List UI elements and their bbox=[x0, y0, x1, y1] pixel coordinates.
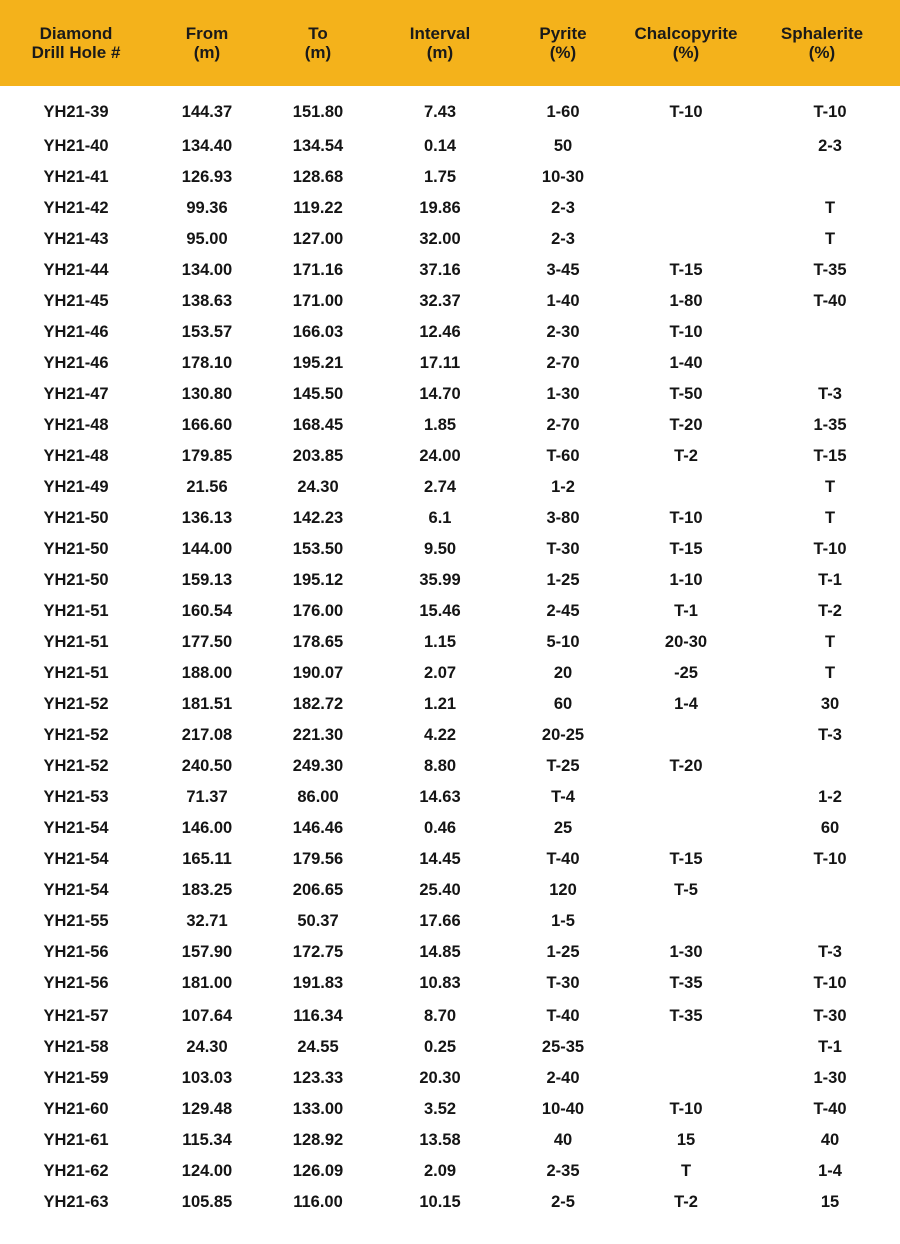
cell-from: 32.71 bbox=[186, 912, 228, 930]
cell-drill-hole: YH21-51 bbox=[43, 664, 109, 682]
table-row bbox=[0, 627, 900, 657]
table-row bbox=[0, 193, 900, 223]
header-to bbox=[305, 0, 331, 86]
cell-sphalerite: 1-35 bbox=[813, 416, 847, 434]
cell-drill-hole: YH21-50 bbox=[43, 540, 109, 558]
cell-chalcopyrite: T-50 bbox=[669, 385, 703, 403]
header-interval bbox=[410, 0, 470, 86]
header-pyrite-line2: (%) bbox=[549, 43, 577, 62]
cell-sphalerite: T-10 bbox=[813, 850, 847, 868]
cell-pyrite: T-40 bbox=[546, 850, 580, 868]
cell-sphalerite: T bbox=[824, 664, 836, 682]
header-pyrite-line1: Pyrite bbox=[539, 24, 587, 43]
cell-to: 172.75 bbox=[292, 943, 344, 961]
cell-interval: 1.15 bbox=[423, 633, 457, 651]
cell-to: 171.16 bbox=[292, 261, 344, 279]
cell-drill-hole: YH21-48 bbox=[43, 416, 109, 434]
table-row bbox=[0, 1187, 900, 1217]
cell-sphalerite: T-35 bbox=[813, 261, 847, 279]
cell-pyrite: 120 bbox=[549, 881, 577, 899]
header-from-line1: From bbox=[185, 24, 229, 43]
cell-to: 195.21 bbox=[292, 354, 344, 372]
cell-sphalerite: T-1 bbox=[818, 571, 842, 589]
table-row bbox=[0, 534, 900, 564]
cell-chalcopyrite: 1-30 bbox=[669, 943, 703, 961]
cell-chalcopyrite: T-15 bbox=[669, 261, 703, 279]
cell-from: 146.00 bbox=[181, 819, 233, 837]
cell-from: 107.64 bbox=[181, 1007, 233, 1025]
cell-sphalerite: T-30 bbox=[813, 1007, 847, 1025]
cell-chalcopyrite: T-10 bbox=[669, 323, 703, 341]
cell-chalcopyrite: T-10 bbox=[669, 509, 703, 527]
cell-drill-hole: YH21-46 bbox=[43, 323, 109, 341]
cell-pyrite: 3-80 bbox=[546, 509, 580, 527]
cell-to: 206.65 bbox=[292, 881, 344, 899]
cell-pyrite: 2-5 bbox=[551, 1193, 575, 1211]
cell-pyrite: 10-40 bbox=[541, 1100, 585, 1118]
cell-pyrite: 2-70 bbox=[546, 354, 580, 372]
cell-to: 126.09 bbox=[292, 1162, 344, 1180]
cell-sphalerite: T-40 bbox=[813, 1100, 847, 1118]
cell-from: 177.50 bbox=[181, 633, 233, 651]
cell-pyrite: 20-25 bbox=[541, 726, 585, 744]
cell-to: 133.00 bbox=[292, 1100, 344, 1118]
cell-drill-hole: YH21-63 bbox=[43, 1193, 109, 1211]
cell-sphalerite: 1-30 bbox=[813, 1069, 847, 1087]
cell-from: 134.00 bbox=[181, 261, 233, 279]
table-row bbox=[0, 596, 900, 626]
cell-from: 188.00 bbox=[181, 664, 233, 682]
cell-from: 99.36 bbox=[186, 199, 228, 217]
cell-drill-hole: YH21-52 bbox=[43, 757, 109, 775]
table-row bbox=[0, 751, 900, 781]
cell-to: 195.12 bbox=[292, 571, 344, 589]
cell-sphalerite: T bbox=[824, 509, 836, 527]
cell-sphalerite: T-15 bbox=[813, 447, 847, 465]
cell-drill-hole: YH21-58 bbox=[43, 1038, 109, 1056]
table-row bbox=[0, 937, 900, 967]
cell-chalcopyrite: T-15 bbox=[669, 540, 703, 558]
table-row bbox=[0, 348, 900, 378]
cell-from: 181.51 bbox=[181, 695, 233, 713]
cell-from: 183.25 bbox=[181, 881, 233, 899]
table-row bbox=[0, 689, 900, 719]
cell-from: 126.93 bbox=[181, 168, 233, 186]
cell-drill-hole: YH21-40 bbox=[43, 137, 109, 155]
cell-pyrite: T-40 bbox=[546, 1007, 580, 1025]
cell-to: 50.37 bbox=[297, 912, 339, 930]
cell-to: 191.83 bbox=[292, 974, 344, 992]
cell-chalcopyrite: 1-10 bbox=[669, 571, 703, 589]
cell-from: 144.00 bbox=[181, 540, 233, 558]
cell-from: 71.37 bbox=[186, 788, 228, 806]
cell-pyrite: T-30 bbox=[546, 540, 580, 558]
cell-chalcopyrite: T-35 bbox=[669, 1007, 703, 1025]
cell-drill-hole: YH21-52 bbox=[43, 726, 109, 744]
cell-to: 145.50 bbox=[292, 385, 344, 403]
cell-interval: 15.46 bbox=[419, 602, 461, 620]
cell-sphalerite: 1-2 bbox=[818, 788, 842, 806]
cell-drill-hole: YH21-50 bbox=[43, 509, 109, 527]
cell-interval: 32.37 bbox=[419, 292, 461, 310]
cell-pyrite: 20 bbox=[553, 664, 573, 682]
cell-drill-hole: YH21-49 bbox=[43, 478, 109, 496]
cell-sphalerite: T-3 bbox=[818, 726, 842, 744]
cell-interval: 14.45 bbox=[419, 850, 461, 868]
cell-interval: 1.85 bbox=[423, 416, 457, 434]
cell-to: 171.00 bbox=[292, 292, 344, 310]
header-pyrite bbox=[539, 0, 586, 86]
cell-drill-hole: YH21-59 bbox=[43, 1069, 109, 1087]
table-row bbox=[0, 658, 900, 688]
cell-sphalerite: T-1 bbox=[818, 1038, 842, 1056]
cell-drill-hole: YH21-51 bbox=[43, 633, 109, 651]
header-chalcopyrite-line1: Chalcopyrite bbox=[634, 24, 738, 43]
cell-sphalerite: T-10 bbox=[813, 540, 847, 558]
cell-interval: 8.80 bbox=[423, 757, 457, 775]
header-chalcopyrite-line2: (%) bbox=[672, 43, 700, 62]
cell-chalcopyrite: T-20 bbox=[669, 757, 703, 775]
cell-sphalerite: T bbox=[824, 633, 836, 651]
cell-from: 138.63 bbox=[181, 292, 233, 310]
cell-from: 136.13 bbox=[181, 509, 233, 527]
cell-drill-hole: YH21-47 bbox=[43, 385, 109, 403]
table-row bbox=[0, 968, 900, 998]
cell-pyrite: 10-30 bbox=[541, 168, 585, 186]
cell-drill-hole: YH21-62 bbox=[43, 1162, 109, 1180]
table-row bbox=[0, 255, 900, 285]
cell-to: 176.00 bbox=[292, 602, 344, 620]
cell-to: 179.56 bbox=[292, 850, 344, 868]
cell-to: 166.03 bbox=[292, 323, 344, 341]
cell-sphalerite: 60 bbox=[820, 819, 840, 837]
cell-pyrite: 25 bbox=[553, 819, 573, 837]
cell-from: 124.00 bbox=[181, 1162, 233, 1180]
cell-drill-hole: YH21-56 bbox=[43, 943, 109, 961]
cell-sphalerite: T bbox=[824, 230, 836, 248]
table-row bbox=[0, 906, 900, 936]
table-row bbox=[0, 131, 900, 161]
cell-from: 157.90 bbox=[181, 943, 233, 961]
cell-pyrite: 1-5 bbox=[551, 912, 575, 930]
cell-to: 24.30 bbox=[297, 478, 339, 496]
cell-interval: 2.74 bbox=[423, 478, 457, 496]
cell-drill-hole: YH21-54 bbox=[43, 819, 109, 837]
table-row bbox=[0, 317, 900, 347]
cell-to: 86.00 bbox=[297, 788, 339, 806]
cell-interval: 1.21 bbox=[423, 695, 457, 713]
cell-from: 153.57 bbox=[181, 323, 233, 341]
cell-interval: 6.1 bbox=[428, 509, 452, 527]
cell-sphalerite: 2-3 bbox=[818, 137, 842, 155]
cell-pyrite: 3-45 bbox=[546, 261, 580, 279]
cell-interval: 14.85 bbox=[419, 943, 461, 961]
cell-chalcopyrite: T bbox=[680, 1162, 692, 1180]
cell-drill-hole: YH21-51 bbox=[43, 602, 109, 620]
table-row bbox=[0, 844, 900, 874]
cell-interval: 37.16 bbox=[419, 261, 461, 279]
header-to-line1: To bbox=[308, 24, 328, 43]
cell-pyrite: 1-30 bbox=[546, 385, 580, 403]
cell-interval: 20.30 bbox=[419, 1069, 461, 1087]
cell-to: 249.30 bbox=[292, 757, 344, 775]
cell-from: 103.03 bbox=[181, 1069, 233, 1087]
cell-interval: 1.75 bbox=[423, 168, 457, 186]
cell-from: 144.37 bbox=[181, 103, 233, 121]
cell-to: 123.33 bbox=[292, 1069, 344, 1087]
cell-drill-hole: YH21-53 bbox=[43, 788, 109, 806]
cell-pyrite: 50 bbox=[553, 137, 573, 155]
cell-drill-hole: YH21-43 bbox=[43, 230, 109, 248]
table-row bbox=[0, 1094, 900, 1124]
cell-drill-hole: YH21-56 bbox=[43, 974, 109, 992]
cell-pyrite: 25-35 bbox=[541, 1038, 585, 1056]
cell-interval: 10.15 bbox=[419, 1193, 461, 1211]
header-drill-hole bbox=[32, 0, 121, 86]
cell-pyrite: 2-35 bbox=[546, 1162, 580, 1180]
cell-pyrite: 2-40 bbox=[546, 1069, 580, 1087]
cell-to: 128.68 bbox=[292, 168, 344, 186]
table-row bbox=[0, 720, 900, 750]
cell-drill-hole: YH21-46 bbox=[43, 354, 109, 372]
cell-pyrite: T-60 bbox=[546, 447, 580, 465]
cell-chalcopyrite: T-2 bbox=[674, 447, 698, 465]
cell-pyrite: 5-10 bbox=[546, 633, 580, 651]
cell-sphalerite: 1-4 bbox=[818, 1162, 842, 1180]
cell-chalcopyrite: T-10 bbox=[669, 1100, 703, 1118]
cell-chalcopyrite: T-5 bbox=[674, 881, 698, 899]
cell-to: 134.54 bbox=[292, 137, 344, 155]
cell-from: 217.08 bbox=[181, 726, 233, 744]
cell-drill-hole: YH21-48 bbox=[43, 447, 109, 465]
cell-from: 105.85 bbox=[181, 1193, 233, 1211]
table-row bbox=[0, 441, 900, 471]
cell-from: 240.50 bbox=[181, 757, 233, 775]
cell-interval: 17.66 bbox=[419, 912, 461, 930]
cell-chalcopyrite: T-1 bbox=[674, 602, 698, 620]
cell-drill-hole: YH21-57 bbox=[43, 1007, 109, 1025]
cell-sphalerite: 15 bbox=[820, 1193, 840, 1211]
cell-to: 116.34 bbox=[293, 1007, 343, 1025]
cell-interval: 2.09 bbox=[423, 1162, 457, 1180]
header-sphalerite bbox=[781, 0, 863, 86]
cell-to: 146.46 bbox=[292, 819, 344, 837]
cell-drill-hole: YH21-61 bbox=[43, 1131, 109, 1149]
cell-from: 95.00 bbox=[186, 230, 228, 248]
cell-sphalerite: T-3 bbox=[818, 385, 842, 403]
cell-chalcopyrite: 1-40 bbox=[669, 354, 703, 372]
cell-interval: 0.25 bbox=[423, 1038, 457, 1056]
cell-from: 166.60 bbox=[181, 416, 233, 434]
cell-pyrite: T-25 bbox=[546, 757, 580, 775]
cell-sphalerite: T-10 bbox=[813, 103, 847, 121]
cell-drill-hole: YH21-54 bbox=[43, 881, 109, 899]
cell-from: 21.56 bbox=[186, 478, 228, 496]
cell-interval: 13.58 bbox=[419, 1131, 461, 1149]
table-row bbox=[0, 503, 900, 533]
table-row bbox=[0, 97, 900, 127]
table-row bbox=[0, 1063, 900, 1093]
cell-to: 127.00 bbox=[292, 230, 344, 248]
cell-interval: 4.22 bbox=[423, 726, 457, 744]
header-interval-line2: (m) bbox=[426, 43, 454, 62]
table-row bbox=[0, 410, 900, 440]
cell-interval: 8.70 bbox=[423, 1007, 457, 1025]
header-drill-hole-line1: Diamond bbox=[39, 24, 113, 43]
cell-pyrite: T-4 bbox=[551, 788, 575, 806]
cell-to: 221.30 bbox=[292, 726, 344, 744]
cell-interval: 12.46 bbox=[419, 323, 461, 341]
cell-interval: 35.99 bbox=[419, 571, 461, 589]
cell-drill-hole: YH21-39 bbox=[43, 103, 109, 121]
cell-chalcopyrite: 1-80 bbox=[669, 292, 703, 310]
cell-pyrite: 1-2 bbox=[551, 478, 575, 496]
header-from-line2: (m) bbox=[193, 43, 221, 62]
cell-interval: 14.63 bbox=[419, 788, 461, 806]
cell-from: 24.30 bbox=[186, 1038, 228, 1056]
cell-interval: 9.50 bbox=[423, 540, 457, 558]
cell-to: 190.07 bbox=[292, 664, 344, 682]
cell-from: 165.11 bbox=[182, 850, 232, 868]
table-header bbox=[0, 0, 900, 86]
cell-sphalerite: 40 bbox=[820, 1131, 840, 1149]
cell-interval: 7.43 bbox=[423, 103, 457, 121]
table-row bbox=[0, 1001, 900, 1031]
header-from bbox=[186, 0, 229, 86]
table-row bbox=[0, 782, 900, 812]
cell-interval: 3.52 bbox=[423, 1100, 457, 1118]
cell-to: 142.23 bbox=[292, 509, 344, 527]
cell-chalcopyrite: T-15 bbox=[669, 850, 703, 868]
cell-from: 130.80 bbox=[181, 385, 233, 403]
cell-pyrite: T-30 bbox=[546, 974, 580, 992]
cell-pyrite: 2-3 bbox=[551, 199, 575, 217]
cell-chalcopyrite: 20-30 bbox=[664, 633, 708, 651]
cell-pyrite: 2-45 bbox=[546, 602, 580, 620]
cell-pyrite: 2-30 bbox=[546, 323, 580, 341]
cell-chalcopyrite: T-10 bbox=[669, 103, 703, 121]
cell-pyrite: 60 bbox=[553, 695, 573, 713]
cell-sphalerite: T bbox=[824, 478, 836, 496]
table-row bbox=[0, 565, 900, 595]
cell-to: 24.55 bbox=[297, 1038, 339, 1056]
cell-pyrite: 2-3 bbox=[551, 230, 575, 248]
cell-from: 181.00 bbox=[181, 974, 233, 992]
cell-drill-hole: YH21-60 bbox=[43, 1100, 109, 1118]
cell-chalcopyrite: 15 bbox=[676, 1131, 696, 1149]
cell-from: 179.85 bbox=[181, 447, 233, 465]
cell-drill-hole: YH21-42 bbox=[43, 199, 109, 217]
cell-sphalerite: 30 bbox=[820, 695, 840, 713]
cell-to: 178.65 bbox=[292, 633, 344, 651]
table-row bbox=[0, 1125, 900, 1155]
cell-from: 134.40 bbox=[181, 137, 233, 155]
cell-to: 168.45 bbox=[292, 416, 344, 434]
cell-from: 115.34 bbox=[182, 1131, 232, 1149]
cell-chalcopyrite: -25 bbox=[674, 664, 698, 682]
cell-chalcopyrite: T-35 bbox=[669, 974, 703, 992]
cell-from: 159.13 bbox=[181, 571, 233, 589]
table-row bbox=[0, 875, 900, 905]
cell-sphalerite: T-10 bbox=[813, 974, 847, 992]
cell-drill-hole: YH21-54 bbox=[43, 850, 109, 868]
cell-interval: 14.70 bbox=[419, 385, 461, 403]
cell-drill-hole: YH21-52 bbox=[43, 695, 109, 713]
cell-pyrite: 1-25 bbox=[546, 571, 580, 589]
table-row bbox=[0, 379, 900, 409]
header-interval-line1: Interval bbox=[409, 24, 471, 43]
cell-drill-hole: YH21-50 bbox=[43, 571, 109, 589]
cell-interval: 10.83 bbox=[419, 974, 461, 992]
cell-to: 153.50 bbox=[292, 540, 344, 558]
cell-interval: 0.46 bbox=[423, 819, 457, 837]
cell-interval: 0.14 bbox=[423, 137, 457, 155]
cell-sphalerite: T-3 bbox=[818, 943, 842, 961]
table-row bbox=[0, 472, 900, 502]
cell-drill-hole: YH21-44 bbox=[43, 261, 109, 279]
cell-sphalerite: T-2 bbox=[818, 602, 842, 620]
table-row bbox=[0, 1156, 900, 1186]
cell-pyrite: 1-60 bbox=[546, 103, 580, 121]
table-row bbox=[0, 162, 900, 192]
header-drill-hole-line2: Drill Hole # bbox=[31, 43, 121, 62]
cell-sphalerite: T-40 bbox=[813, 292, 847, 310]
cell-drill-hole: YH21-45 bbox=[43, 292, 109, 310]
table-row bbox=[0, 813, 900, 843]
cell-pyrite: 1-40 bbox=[546, 292, 580, 310]
cell-to: 151.80 bbox=[292, 103, 344, 121]
cell-interval: 32.00 bbox=[419, 230, 461, 248]
header-to-line2: (m) bbox=[304, 43, 332, 62]
table-row bbox=[0, 224, 900, 254]
header-sphalerite-line1: Sphalerite bbox=[780, 24, 864, 43]
cell-pyrite: 2-70 bbox=[546, 416, 580, 434]
header-sphalerite-line2: (%) bbox=[808, 43, 836, 62]
cell-chalcopyrite: T-20 bbox=[669, 416, 703, 434]
cell-from: 129.48 bbox=[181, 1100, 233, 1118]
cell-from: 160.54 bbox=[181, 602, 233, 620]
table-row bbox=[0, 1032, 900, 1062]
cell-to: 116.00 bbox=[293, 1193, 343, 1211]
cell-pyrite: 40 bbox=[553, 1131, 573, 1149]
cell-chalcopyrite: 1-4 bbox=[674, 695, 698, 713]
cell-interval: 17.11 bbox=[419, 354, 461, 372]
cell-interval: 19.86 bbox=[419, 199, 461, 217]
table-row bbox=[0, 286, 900, 316]
cell-interval: 2.07 bbox=[423, 664, 457, 682]
cell-to: 182.72 bbox=[292, 695, 344, 713]
cell-from: 178.10 bbox=[181, 354, 233, 372]
header-chalcopyrite bbox=[635, 0, 738, 86]
cell-to: 203.85 bbox=[292, 447, 344, 465]
cell-interval: 24.00 bbox=[419, 447, 461, 465]
cell-drill-hole: YH21-55 bbox=[43, 912, 109, 930]
cell-drill-hole: YH21-41 bbox=[43, 168, 109, 186]
cell-to: 128.92 bbox=[292, 1131, 344, 1149]
cell-to: 119.22 bbox=[293, 199, 343, 217]
cell-pyrite: 1-25 bbox=[546, 943, 580, 961]
cell-chalcopyrite: T-2 bbox=[674, 1193, 698, 1211]
cell-sphalerite: T bbox=[824, 199, 836, 217]
cell-interval: 25.40 bbox=[419, 881, 461, 899]
